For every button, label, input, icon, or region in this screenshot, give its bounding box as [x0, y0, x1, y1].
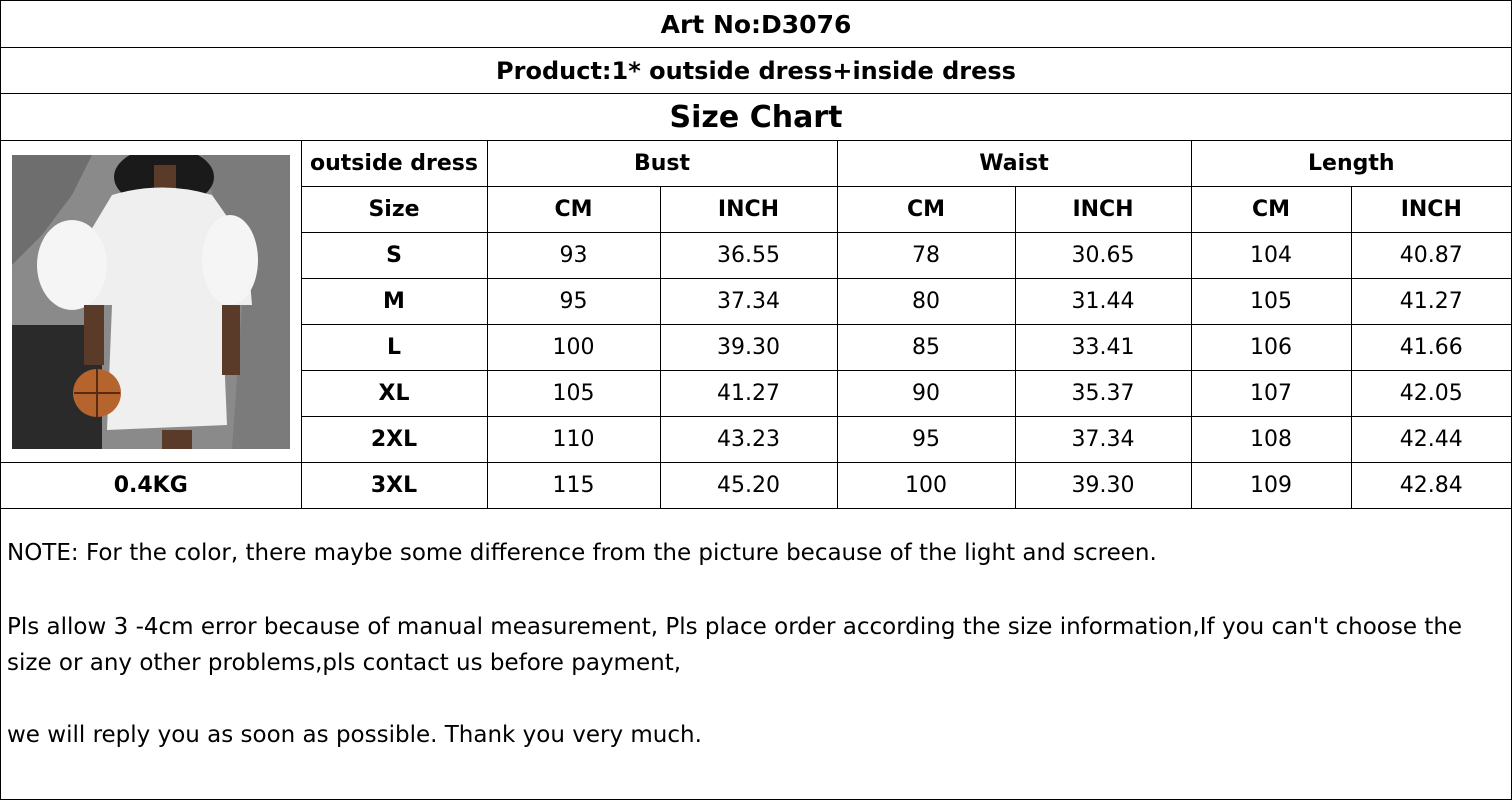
value-cell: 41.27: [660, 371, 837, 417]
value-cell: 110: [487, 417, 660, 463]
weight-label: 0.4KG: [1, 463, 301, 509]
value-cell: 39.30: [1015, 463, 1191, 509]
size-cell: 3XL: [301, 463, 487, 509]
value-cell: 31.44: [1015, 279, 1191, 325]
value-cell: 100: [837, 463, 1015, 509]
value-cell: 39.30: [660, 325, 837, 371]
value-cell: 106: [1191, 325, 1351, 371]
value-cell: 115: [487, 463, 660, 509]
value-cell: 85: [837, 325, 1015, 371]
unit-header: INCH: [660, 187, 837, 233]
product-photo: [12, 155, 290, 449]
value-cell: 105: [487, 371, 660, 417]
value-cell: 41.27: [1351, 279, 1511, 325]
value-cell: 100: [487, 325, 660, 371]
size-header: Size: [301, 187, 487, 233]
size-cell: L: [301, 325, 487, 371]
value-cell: 107: [1191, 371, 1351, 417]
value-cell: 108: [1191, 417, 1351, 463]
value-cell: 93: [487, 233, 660, 279]
value-cell: 37.34: [660, 279, 837, 325]
value-cell: 43.23: [660, 417, 837, 463]
table-header-row: [1, 141, 1511, 187]
value-cell: 105: [1191, 279, 1351, 325]
value-cell: 42.84: [1351, 463, 1511, 509]
size-table: [1, 141, 1511, 509]
note-reply: we will reply you as soon as possible. Thank you very much.: [7, 722, 702, 748]
value-cell: 36.55: [660, 233, 837, 279]
unit-header: INCH: [1351, 187, 1511, 233]
note-measurement: Pls allow 3 -4cm error because of manual measurement, Pls place order according the size information,If you can't choose the size or any other problems,pls contact us before payment,: [7, 614, 1463, 676]
page-title: Size Chart: [1, 94, 1511, 141]
value-cell: 30.65: [1015, 233, 1191, 279]
value-cell: 109: [1191, 463, 1351, 509]
value-cell: 45.20: [660, 463, 837, 509]
group-bust: Bust: [487, 141, 837, 187]
group-waist: Waist: [837, 141, 1191, 187]
unit-header: CM: [487, 187, 660, 233]
value-cell: 78: [837, 233, 1015, 279]
value-cell: 42.44: [1351, 417, 1511, 463]
value-cell: 41.66: [1351, 325, 1511, 371]
value-cell: 95: [487, 279, 660, 325]
product-photo-cell: [1, 141, 301, 463]
corner-label: outside dress: [301, 141, 487, 187]
note-color: NOTE: For the color, there maybe some difference from the picture because of the light and screen.: [7, 540, 1157, 566]
value-cell: 40.87: [1351, 233, 1511, 279]
size-cell: M: [301, 279, 487, 325]
unit-header: CM: [837, 187, 1015, 233]
unit-header: CM: [1191, 187, 1351, 233]
value-cell: 95: [837, 417, 1015, 463]
product-description: Product:1* outside dress+inside dress: [1, 48, 1511, 94]
value-cell: 37.34: [1015, 417, 1191, 463]
value-cell: 80: [837, 279, 1015, 325]
art-number: Art No:D3076: [1, 1, 1511, 48]
size-cell: XL: [301, 371, 487, 417]
value-cell: 104: [1191, 233, 1351, 279]
table-row: [1, 463, 1511, 509]
unit-header: INCH: [1015, 187, 1191, 233]
value-cell: 90: [837, 371, 1015, 417]
value-cell: 33.41: [1015, 325, 1191, 371]
value-cell: 42.05: [1351, 371, 1511, 417]
group-length: Length: [1191, 141, 1511, 187]
value-cell: 35.37: [1015, 371, 1191, 417]
size-cell: 2XL: [301, 417, 487, 463]
size-cell: S: [301, 233, 487, 279]
